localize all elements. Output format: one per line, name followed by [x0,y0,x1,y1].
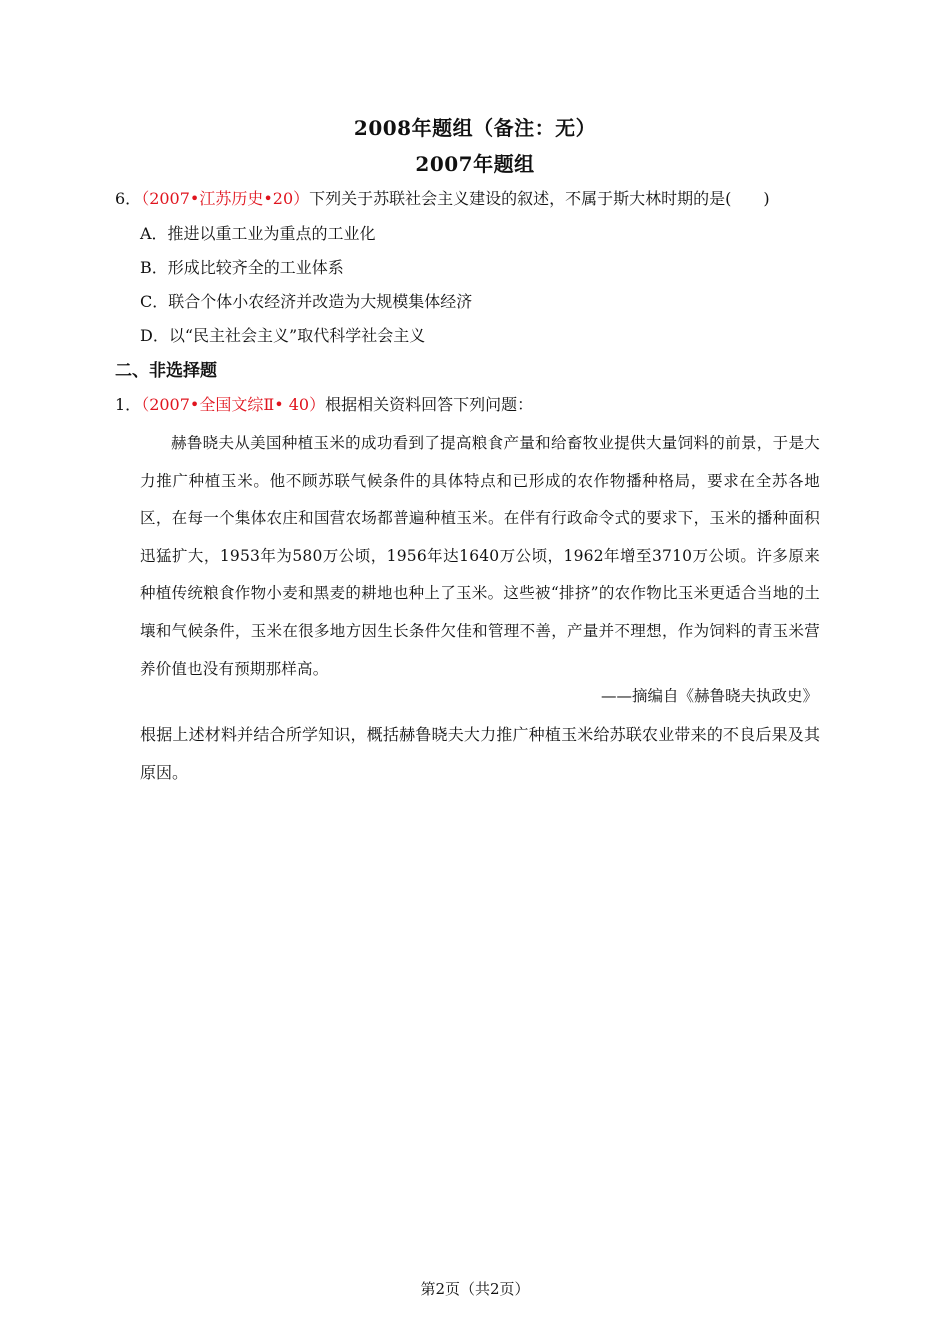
option-c: C．联合个体小农经济并改造为大规模集体经济 [140,292,473,311]
material-paragraph: 赫鲁晓夫从美国种植玉米的成功看到了提高粮食产量和给畜牧业提供大量饲料的前景，于是大力推广种植玉米。他不顾苏联气候条件的具体特点和已形成的农作物播种格局，要求在全苏各地区，在每一个集体农庄和国营农场都普遍种植玉米。在伴有行政命令式的要求下，玉米的播种面积迅猛扩大，1953年为580万公顷，1956年达1640万公顷，1962年增至3710万公顷。许多原来种植传统粮食作物小麦和黑麦的耕地也种上了玉米。这些被“排挤”的农作物比玉米更适合当地的土壤和气候条件，玉米在很多地方因生长条件欠佳和管理不善，产量并不理想，作为饲料的青玉米营养价值也没有预期那样高。 [140,434,820,678]
question-source: （2007•江苏历史•20） [141,189,310,208]
question-6-stem [115,188,770,210]
page-title: 2008年题组（备注：无） [353,116,597,140]
page-footer: 第2页（共2页） [420,1280,530,1298]
section-heading: 二、非选择题 [115,361,217,381]
group-title: 2007年题组 [415,152,535,176]
option-a: A．推进以重工业为重点的工业化 [140,224,376,243]
question-text: 根据相关资料回答下列问题： [325,395,534,414]
question-text: 下列关于苏联社会主义建设的叙述，不属于斯大林时期的是( ) [309,189,770,208]
question-number: 6． [115,189,142,208]
material-citation: ——摘编自《赫鲁晓夫执政史》 [600,687,818,705]
question-1-stem [115,394,533,416]
question-number: 1． [115,395,142,414]
option-d: D．以“民主社会主义”取代科学社会主义 [140,326,426,345]
option-b: B．形成比较齐全的工业体系 [140,258,344,277]
question-prompt: 根据上述材料并结合所学知识，概括赫鲁晓夫大力推广种植玉米给苏联农业带来的不良后果及其原因。 [140,725,820,782]
question-source: （2007•全国文综Ⅱ• 40） [141,395,326,414]
